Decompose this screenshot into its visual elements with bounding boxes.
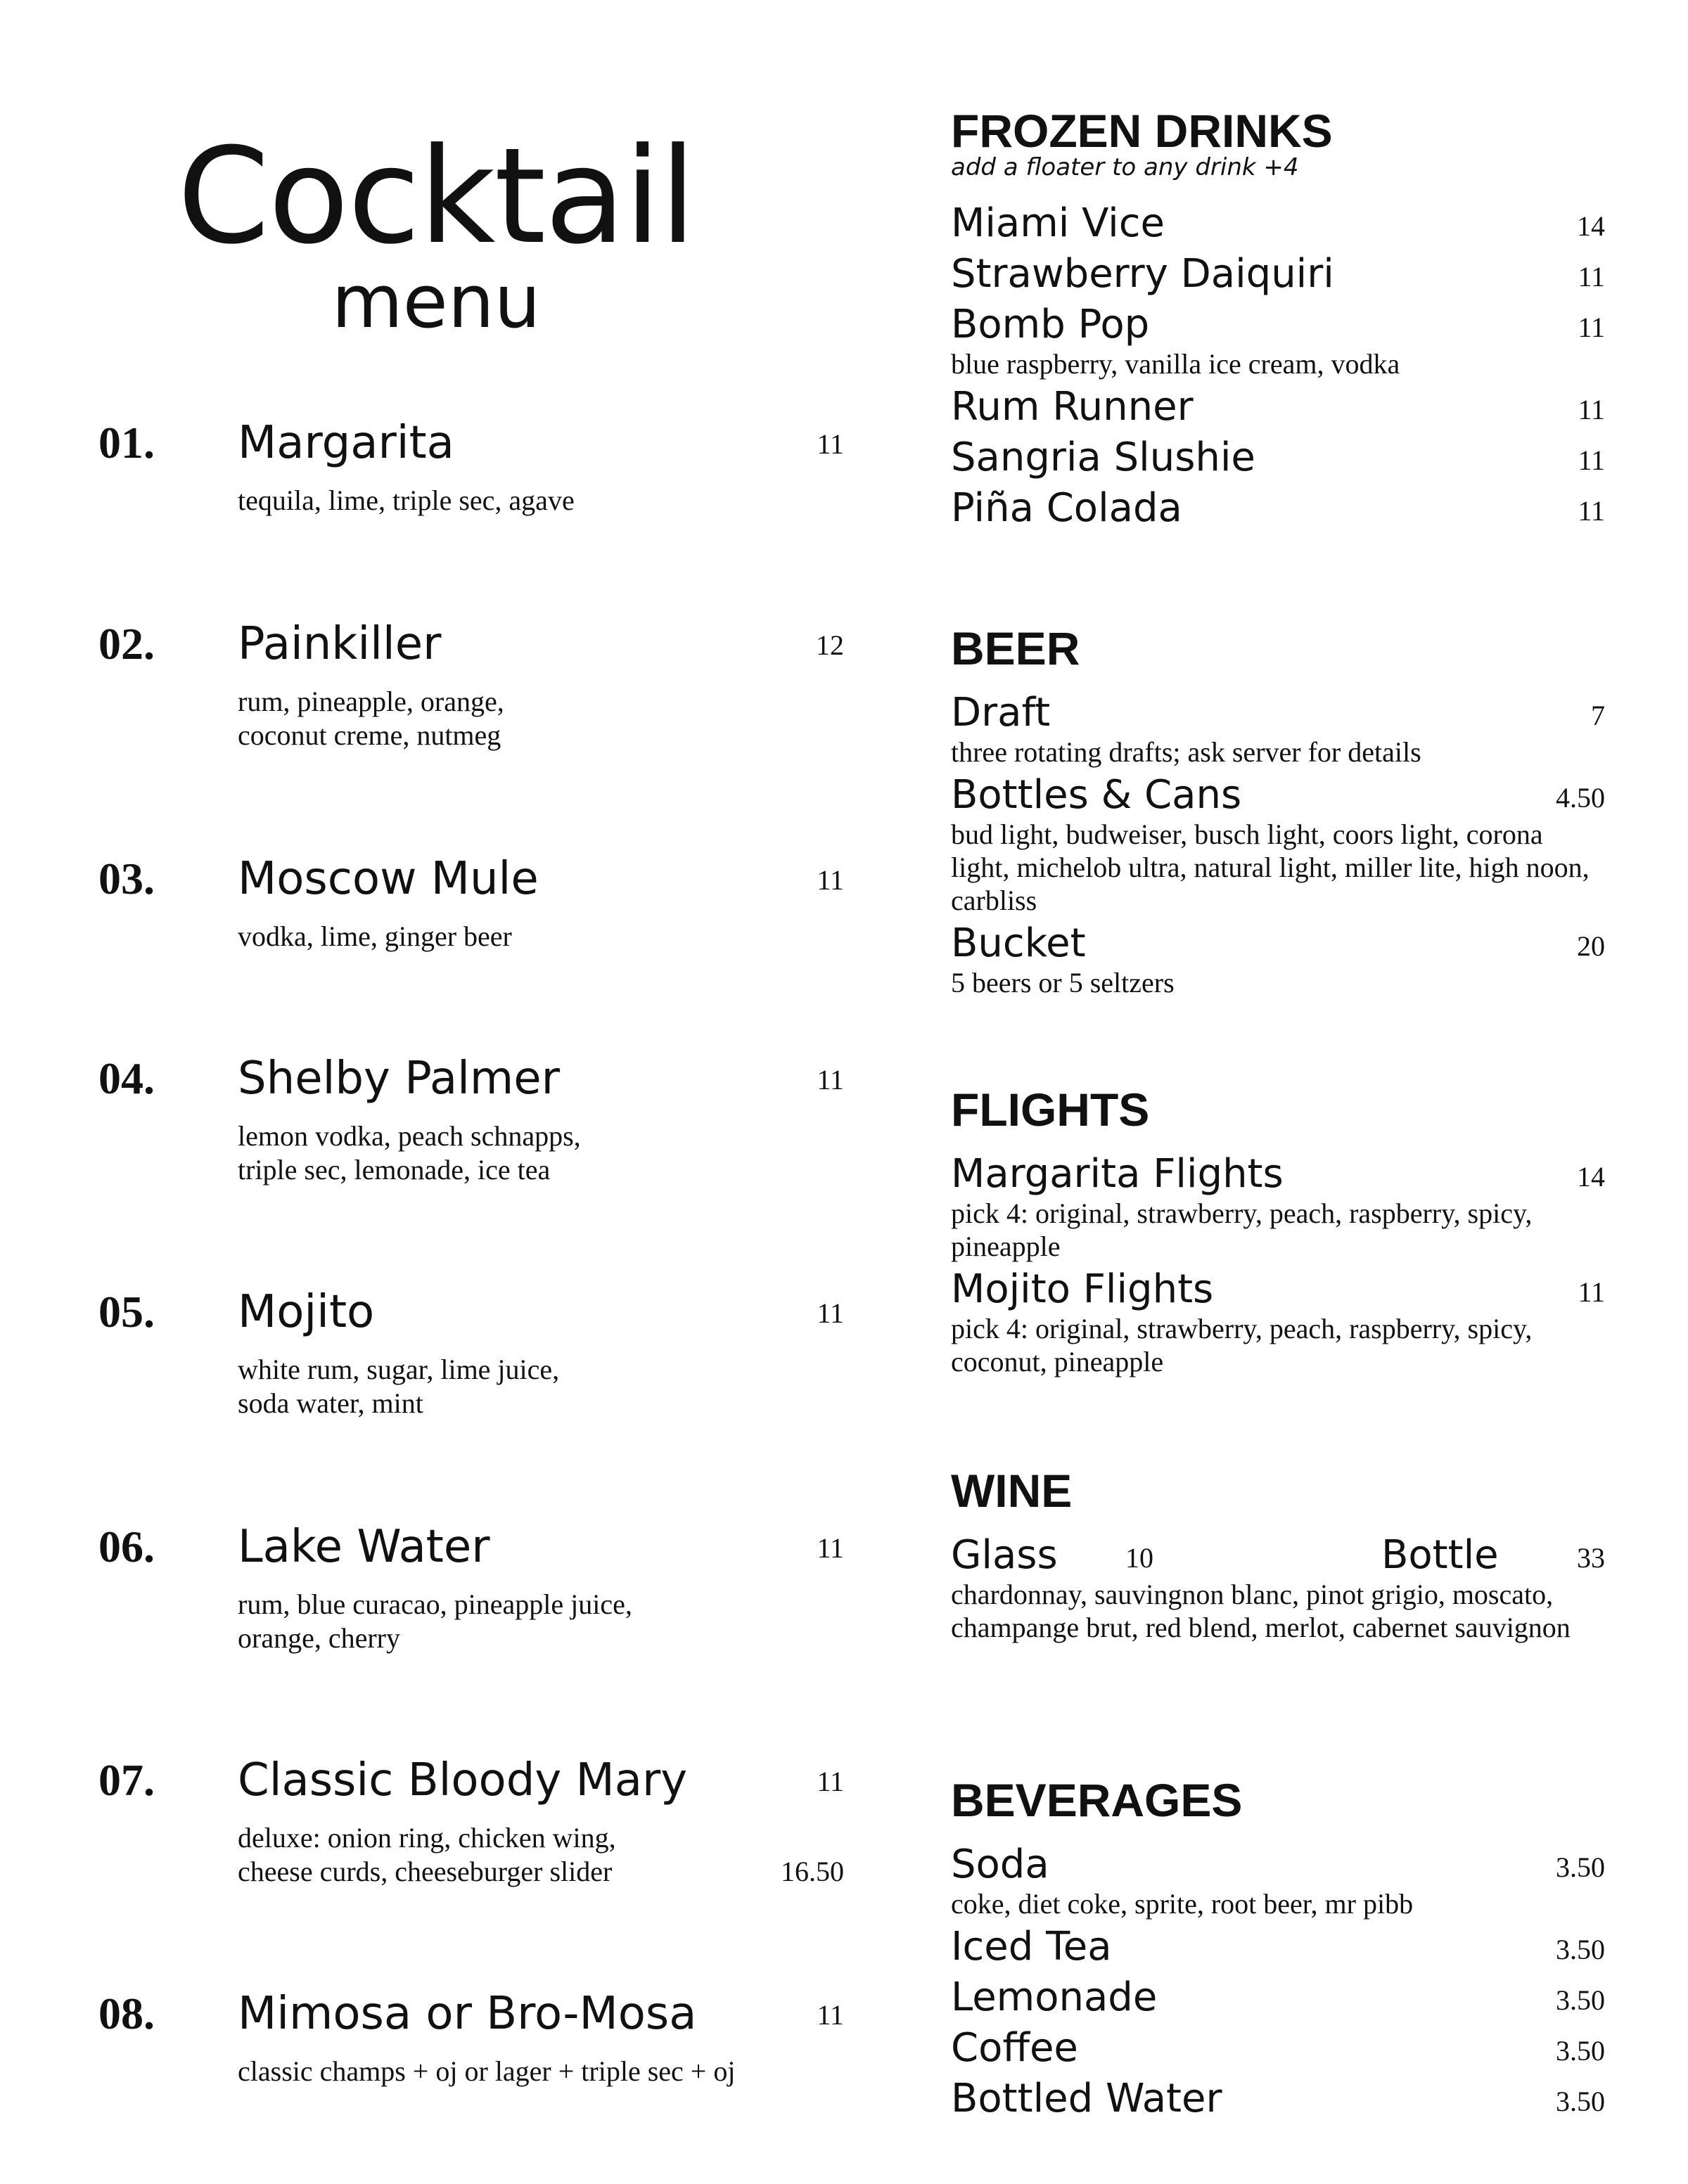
cocktail-price: 11 — [817, 1999, 844, 2031]
menu-item — [951, 1264, 1605, 1378]
wine-bottle-label: Bottle — [1381, 1532, 1499, 1578]
section-beer — [951, 622, 1605, 1001]
title-main: Cocktail — [177, 120, 695, 274]
cocktail-description: classic champs + oj or lager + triple sec + oj — [238, 2055, 736, 2087]
cocktail-description: rum, pineapple, orange, coconut creme, nutmeg — [238, 686, 504, 751]
cocktail-price: 11 — [817, 1064, 844, 1096]
menu-item — [951, 2074, 1605, 2124]
cocktail-price: 11 — [817, 1297, 844, 1329]
cocktail-deluxe-price: 16.50 — [781, 1856, 844, 1887]
cocktail-price: 11 — [817, 1766, 844, 1797]
section-title: BEER — [951, 622, 1080, 674]
menu-item — [951, 1149, 1605, 1263]
item-price: 3.50 — [1556, 2086, 1605, 2117]
menu-item — [951, 688, 1605, 769]
cocktail-number: 04. — [98, 1053, 155, 1103]
item-name: Bottled Water — [951, 2076, 1222, 2121]
cocktail-name: Moscow Mule — [238, 853, 539, 905]
cocktail-description: tequila, lime, triple sec, agave — [238, 484, 575, 516]
item-price: 11 — [1578, 1276, 1605, 1308]
menu-item — [951, 483, 1605, 534]
item-price: 3.50 — [1556, 1851, 1605, 1883]
menu-item — [951, 2023, 1605, 2074]
wine-glass-price: 10 — [1125, 1542, 1153, 1574]
menu-item — [951, 249, 1605, 300]
menu-item — [951, 770, 1605, 917]
item-name: Coffee — [951, 2025, 1078, 2071]
item-price: 11 — [1578, 311, 1605, 343]
item-description: pick 4: original, strawberry, peach, raspberry, spicy, coconut, pineapple — [951, 1313, 1533, 1377]
title-sub: menu — [331, 259, 541, 345]
section-title: FROZEN DRINKS — [951, 105, 1333, 157]
item-name: Lemonade — [951, 1974, 1158, 2020]
item-description: bud light, budweiser, busch light, coors light, corona light, michelob ultra, natural light, miller lite, high noon, carbliss — [951, 818, 1590, 916]
item-price: 4.50 — [1556, 782, 1605, 814]
item-name: Bottles & Cans — [951, 772, 1242, 818]
item-name: Bucket — [951, 920, 1086, 966]
item-price: 14 — [1577, 1161, 1605, 1193]
cocktail-description: white rum, sugar, lime juice, soda water, mint — [238, 1354, 560, 1419]
item-name: Margarita Flights — [951, 1151, 1284, 1197]
section-flights — [951, 1083, 1605, 1380]
item-name: Mojito Flights — [951, 1266, 1214, 1312]
item-name: Sangria Slushie — [951, 435, 1255, 480]
cocktail-name: Margarita — [238, 417, 454, 469]
cocktail-number: 02. — [98, 619, 155, 669]
cocktail-description: rum, blue curacao, pineapple juice, orange, cherry — [238, 1588, 632, 1654]
menu-item — [951, 300, 1605, 380]
menu-item — [951, 1839, 1605, 1920]
item-name: Piña Colada — [951, 485, 1182, 531]
item-name: Strawberry Daiquiri — [951, 251, 1334, 297]
section-title: FLIGHTS — [951, 1084, 1150, 1136]
menu-item — [951, 198, 1605, 249]
item-description: 5 beers or 5 seltzers — [951, 967, 1175, 998]
item-price: 11 — [1578, 444, 1605, 476]
section-title: BEVERAGES — [951, 1774, 1243, 1826]
cocktail-price: 11 — [817, 1532, 844, 1564]
wine-price-row — [951, 1530, 1605, 1581]
item-description: three rotating drafts; ask server for details — [951, 736, 1421, 768]
item-description: coke, diet coke, sprite, root beer, mr pibb — [951, 1888, 1414, 1920]
item-name: Miami Vice — [951, 200, 1165, 246]
cocktail-price: 12 — [816, 629, 844, 661]
item-description: pick 4: original, strawberry, peach, raspberry, spicy, pineapple — [951, 1197, 1533, 1262]
cocktail-price: 11 — [817, 428, 844, 460]
section-note: add a floater to any drink +4 — [951, 153, 1299, 181]
item-price: 7 — [1591, 700, 1605, 731]
cocktail-name: Painkiller — [238, 618, 442, 670]
cocktail-name: Shelby Palmer — [238, 1053, 560, 1105]
cocktail-description: lemon vodka, peach schnapps, triple sec, lemonade, ice tea — [238, 1120, 581, 1186]
section-title: WINE — [951, 1465, 1073, 1517]
menu-item — [951, 1972, 1605, 2023]
cocktail-number: 05. — [98, 1287, 155, 1337]
cocktail-description: deluxe: onion ring, chicken wing, cheese curds, cheeseburger slider — [238, 1822, 616, 1887]
menu-item — [951, 432, 1605, 483]
cocktail-name: Mimosa or Bro-Mosa — [238, 1988, 697, 2040]
menu-title — [162, 120, 710, 345]
item-price: 3.50 — [1556, 2035, 1605, 2067]
cocktail-number: 01. — [98, 418, 155, 468]
wine-glass-label: Glass — [951, 1532, 1058, 1578]
item-name: Draft — [951, 690, 1051, 736]
cocktail-price: 11 — [817, 864, 844, 896]
cocktail-number: 06. — [98, 1522, 155, 1572]
item-name: Soda — [951, 1842, 1049, 1887]
cocktail-name: Mojito — [238, 1286, 375, 1338]
menu-item — [951, 1922, 1605, 1972]
item-name: Iced Tea — [951, 1924, 1112, 1970]
wine-bottle-price: 33 — [1577, 1542, 1605, 1574]
menu-item — [951, 382, 1605, 432]
wine-description: chardonnay, sauvingnon blanc, pinot grigio, moscato, champange brut, red blend, merlot, cabernet sauvignon — [951, 1579, 1571, 1643]
item-name: Bomb Pop — [951, 302, 1150, 347]
item-name: Rum Runner — [951, 384, 1194, 430]
cocktail-number: 08. — [98, 1989, 155, 2038]
item-price: 14 — [1577, 210, 1605, 242]
item-price: 3.50 — [1556, 1934, 1605, 1965]
section-frozen-drinks — [951, 104, 1605, 534]
item-price: 3.50 — [1556, 1984, 1605, 2016]
item-price: 11 — [1578, 261, 1605, 293]
item-price: 11 — [1578, 394, 1605, 425]
item-price: 11 — [1578, 495, 1605, 527]
cocktail-description: vodka, lime, ginger beer — [238, 920, 512, 952]
item-description: blue raspberry, vanilla ice cream, vodka — [951, 348, 1400, 380]
cocktail-name: Classic Bloody Mary — [238, 1754, 688, 1806]
cocktail-number: 03. — [98, 854, 155, 904]
section-beverages — [951, 1773, 1605, 2124]
cocktail-number: 07. — [98, 1755, 155, 1805]
section-wine — [951, 1464, 1605, 1645]
menu-item — [951, 918, 1605, 999]
cocktail-name: Lake Water — [238, 1521, 490, 1573]
item-price: 20 — [1577, 930, 1605, 962]
